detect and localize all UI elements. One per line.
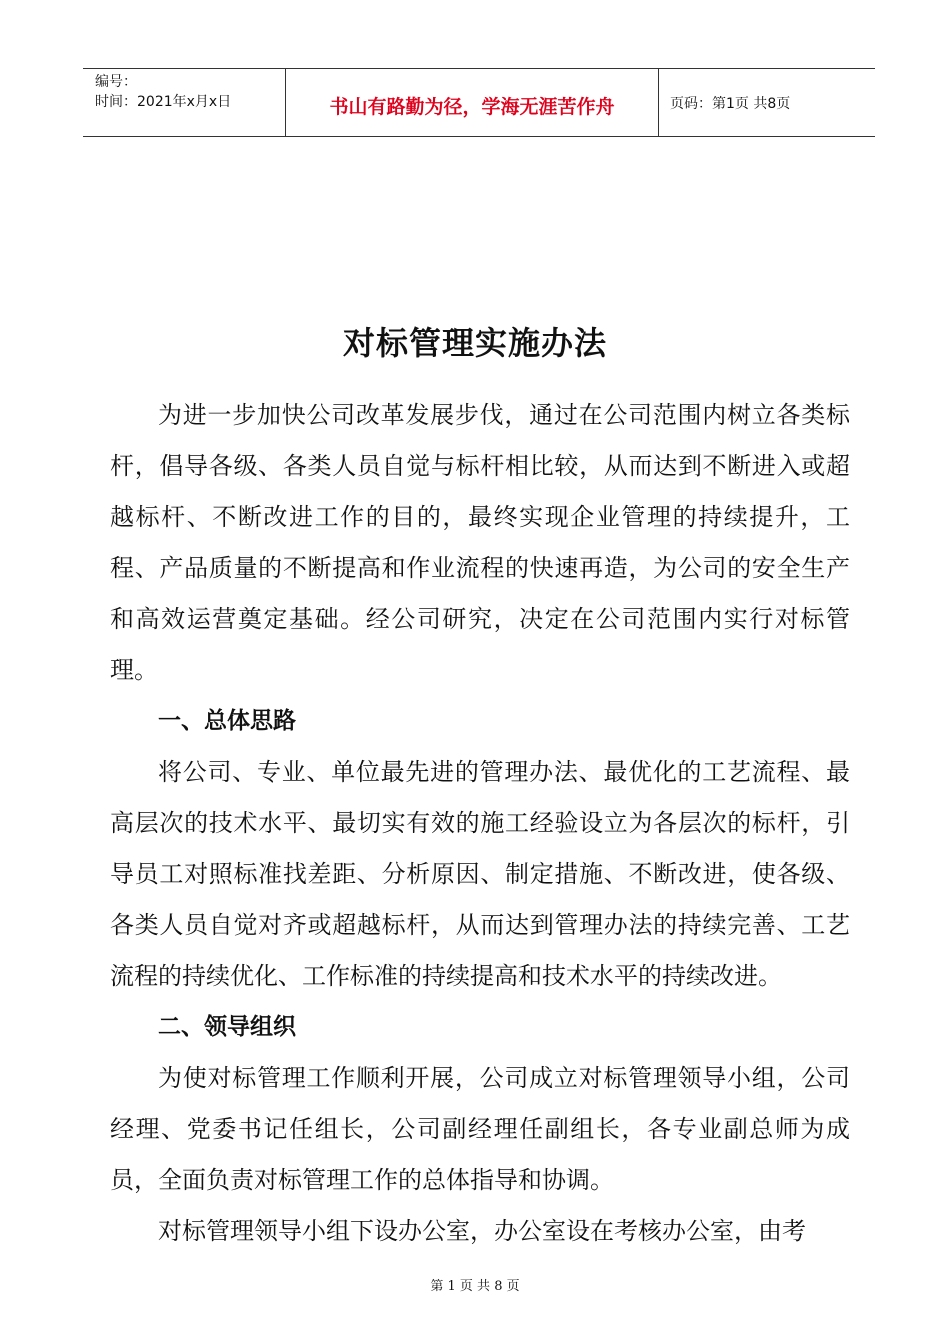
section2-heading: 二、领导组织 (158, 1014, 296, 1040)
document-body (110, 390, 850, 1257)
header-page-info: 页码：第1页 共8页 (670, 96, 791, 112)
page-footer: 第 1 页 共 8 页 (430, 1279, 520, 1294)
intro-paragraph: 为进一步加快公司改革发展步伐，通过在公司范围内树立各类标杆，倡导各级、各类人员自觉与标杆相比较，从而达到不断进入或超越标杆、不断改进工作的目的，最终实现企业管理的持续提升，工程、产品质量的不断提高和作业流程的快速再造，为公司的安全生产和高效运营奠定基础。经公司研究，决定在公司范围内实行对标管理。 (110, 401, 850, 684)
header-divider-right (658, 68, 659, 136)
header-motto: 书山有路勤为径，学海无涯苦作舟 (329, 96, 615, 118)
header-bottom-rule (83, 136, 875, 137)
document-title: 对标管理实施办法 (342, 324, 607, 362)
header-meta (95, 72, 231, 112)
header-top-rule (83, 68, 875, 69)
header-time-label: 时间：2021年x月x日 (95, 94, 232, 110)
section1-heading: 一、总体思路 (158, 708, 296, 734)
section1-paragraph: 将公司、专业、单位最先进的管理办法、最优化的工艺流程、最高层次的技术水平、最切实有效的施工经验设立为各层次的标杆，引导员工对照标准找差距、分析原因、制定措施、不断改进，使各级、各类人员自觉对齐或超越标杆，从而达到管理办法的持续完善、工艺流程的持续优化、工作标准的持续提高和技术水平的持续改进。 (110, 758, 850, 990)
section2-paragraph: 为使对标管理工作顺利开展，公司成立对标管理领导小组，公司经理、党委书记任组长，公司副经理任副组长，各专业副总师为成员，全面负责对标管理工作的总体指导和协调。 (110, 1064, 850, 1194)
header-number-label: 编号： (95, 74, 137, 90)
section2-paragraph-2: 对标管理领导小组下设办公室，办公室设在考核办公室，由考 (158, 1217, 806, 1245)
